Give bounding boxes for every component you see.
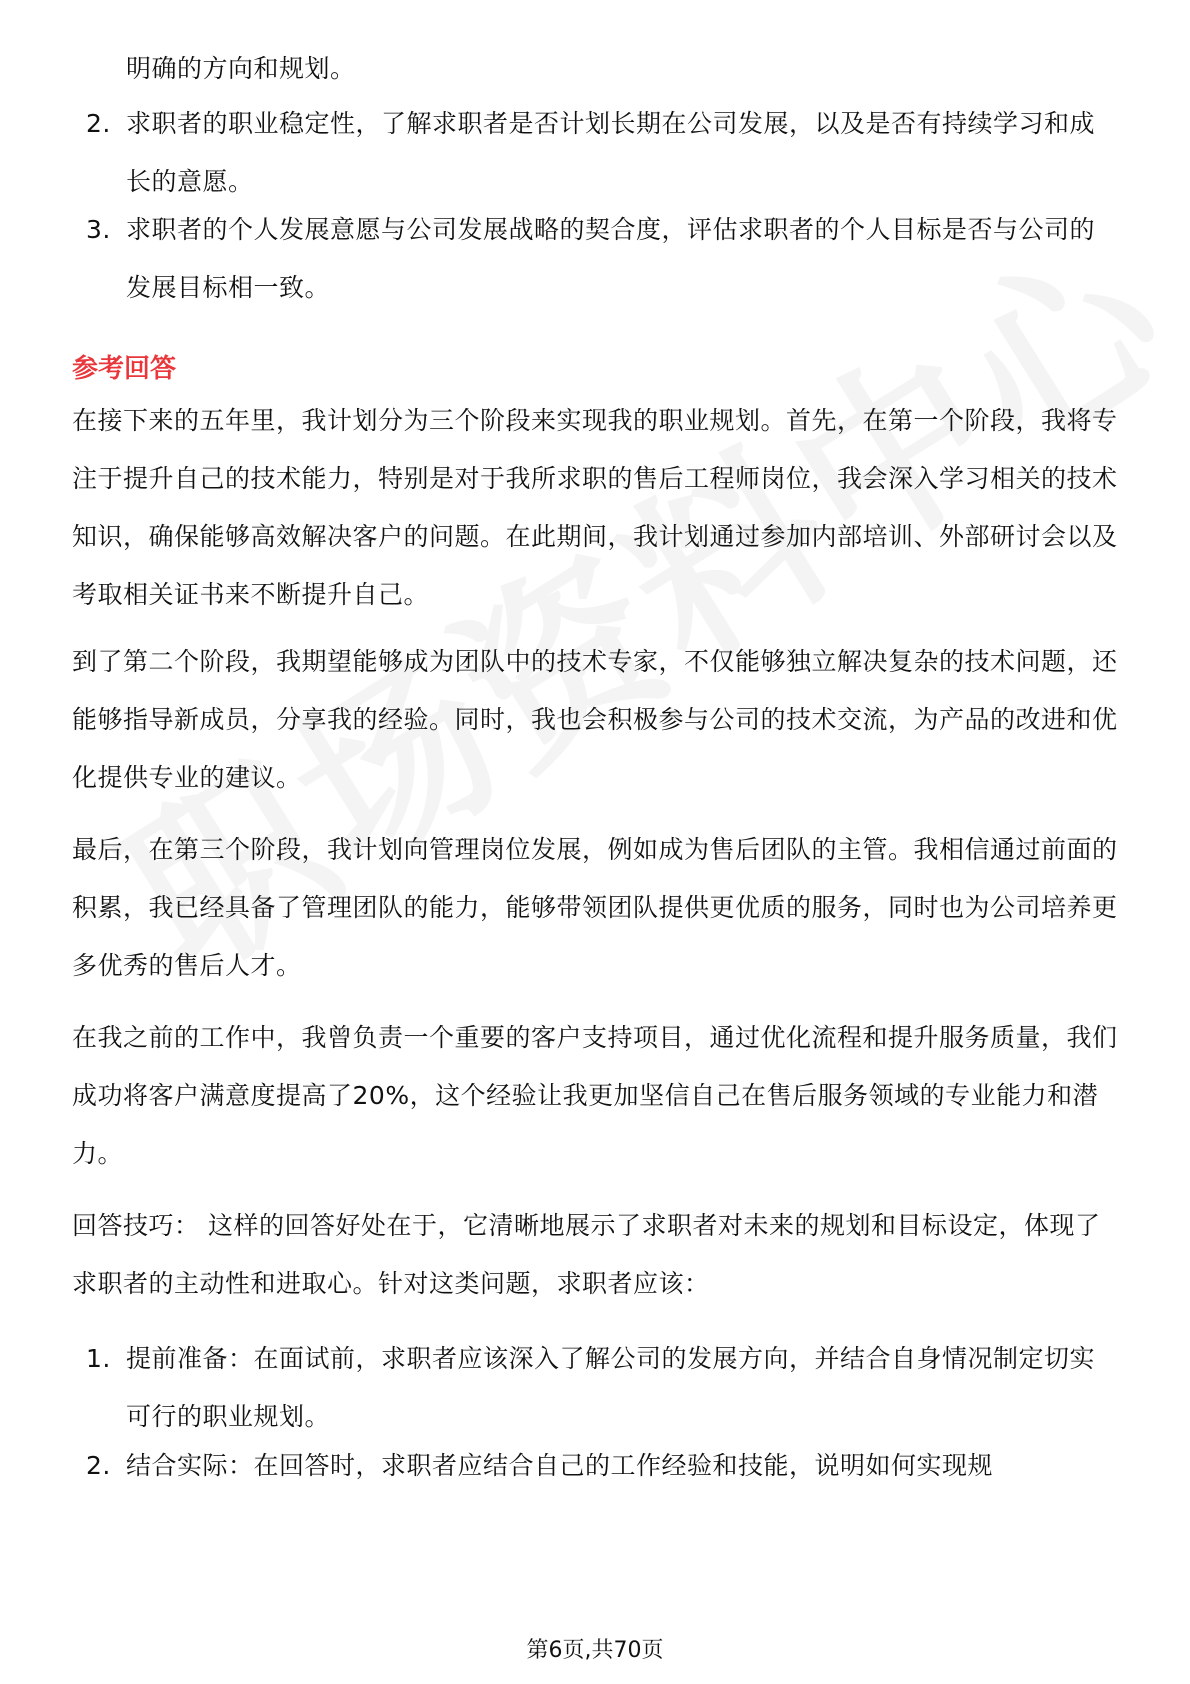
paragraph: 到了第二个阶段，我期望能够成为团队中的技术专家，不仅能够独立解决复杂的技术问题，还能够指导新成员，分享我的经验。同时，我也会积极参与公司的技术交流，为产品的改进和优化提供专业的建议。	[72, 647, 1118, 792]
list-number: 2.	[86, 1451, 111, 1480]
section-heading: 参考回答	[72, 354, 177, 384]
answer-tips-paragraph: 回答技巧： 这样的回答好处在于，它清晰地展示了求职者对未来的规划和目标设定，体现了求职者的主动性和进取心。针对这类问题，求职者应该：	[72, 1211, 1101, 1298]
paragraph: 最后，在第三个阶段，我计划向管理岗位发展，例如成为售后团队的主管。我相信通过前面的积累，我已经具备了管理团队的能力，能够带领团队提供更优质的服务，同时也为公司培养更多优秀的售后人才。	[72, 835, 1118, 980]
list-item-text: 提前准备：在面试前，求职者应该深入了解公司的发展方向，并结合自身情况制定切实可行的职业规划。	[126, 1344, 1096, 1431]
list-item-text: 求职者的个人发展意愿与公司发展战略的契合度，评估求职者的个人目标是否与公司的发展目标相一致。	[126, 215, 1096, 302]
list-item-text: 求职者的职业稳定性，了解求职者是否计划长期在公司发展，以及是否有持续学习和成长的意愿。	[126, 109, 1096, 196]
list-item-text: 结合实际：在回答时，求职者应结合自己的工作经验和技能，说明如何实现规	[126, 1451, 994, 1480]
list-number: 1.	[86, 1344, 111, 1373]
paragraph: 在接下来的五年里，我计划分为三个阶段来实现我的职业规划。首先，在第一个阶段，我将专注于提升自己的技术能力，特别是对于我所求职的售后工程师岗位，我会深入学习相关的技术知识，确保能够高效解决客户的问题。在此期间，我计划通过参加内部培训、外部研讨会以及考取相关证书来不断提升自己。	[72, 406, 1118, 609]
list-number: 3.	[86, 215, 111, 244]
list-item-text: 明确的方向和规划。	[126, 54, 356, 83]
page-number-footer: 第6页,共70页	[526, 1638, 664, 1663]
list-number: 2.	[86, 109, 111, 138]
paragraph: 在我之前的工作中，我曾负责一个重要的客户支持项目，通过优化流程和提升服务质量，我们成功将客户满意度提高了20%，这个经验让我更加坚信自己在售后服务领域的专业能力和潜力。	[72, 1023, 1118, 1168]
